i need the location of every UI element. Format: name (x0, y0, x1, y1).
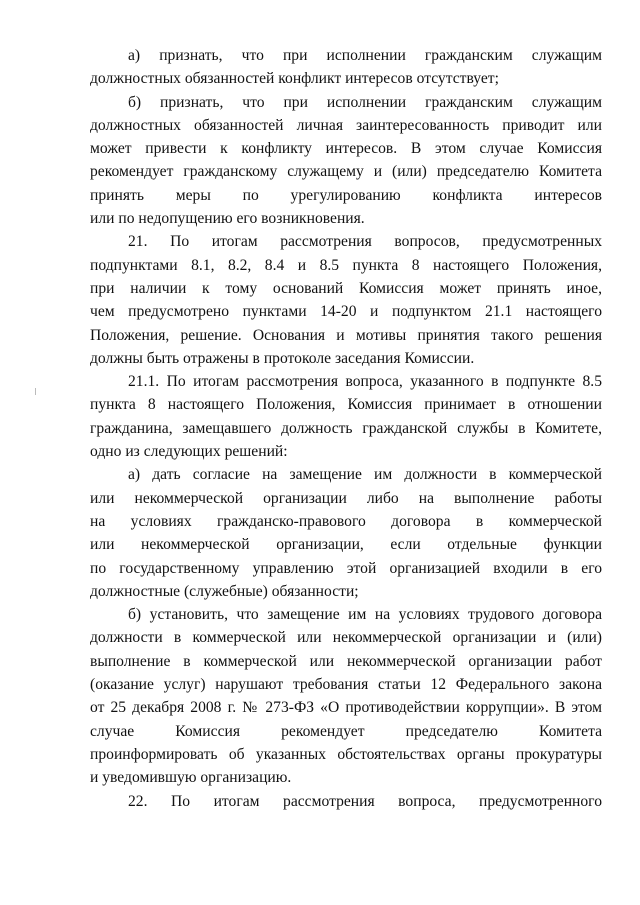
text-line: должностных обязанностей конфликт интересов отсутствует; (90, 70, 499, 88)
text-line: подпунктами 8.1, 8.2, 8.4 и 8.5 пункта 8 настоящего Положения, (90, 256, 602, 274)
text-line: или некоммерческой организации, если отдельные функции (90, 536, 602, 554)
scan-artifact (35, 388, 36, 395)
text-line: а) признать, что при исполнении гражданским служащим (128, 47, 602, 64)
text-line: может привести к конфликту интересов. В этом случае Комиссия (90, 140, 602, 158)
text-line: или по недопущению его возникновения. (90, 210, 365, 228)
text-line: или некоммерческой организации либо на выполнение работы (90, 489, 602, 507)
text-line: б) установить, что замещение им на условиях трудового договора (128, 606, 602, 624)
text-line: пункта 8 настоящего Положения, Комиссия принимает в отношении (90, 396, 602, 414)
text-line: и уведомившую организацию. (90, 769, 292, 787)
text-line: случае Комиссия рекомендует председателю Комитета (90, 722, 602, 740)
text-line: от 25 декабря 2008 г. № 273-ФЗ «О противодействии коррупции». В этом (90, 699, 602, 717)
text-line: 21. По итогам рассмотрения вопросов, предусмотренных (128, 233, 602, 251)
text-line: на условиях гражданско-правового договора в коммерческой (90, 512, 602, 530)
text-line: принять меры по урегулированию конфликта интересов (90, 186, 602, 204)
text-line: должны быть отражены в протоколе заседания Комиссии. (90, 349, 475, 367)
text-line: чем предусмотрено пунктами 14-20 и подпунктом 21.1 настоящего (90, 303, 602, 321)
text-line: Положения, решение. Основания и мотивы принятия такого решения (90, 326, 602, 344)
text-line: рекомендует гражданскому служащему и (или) председателю Комитета (90, 163, 602, 181)
text-line: должностные (служебные) обязанности; (90, 582, 359, 600)
text-line: одно из следующих решений: (90, 443, 288, 461)
text-line: проинформировать об указанных обстоятельствах органы прокуратуры (90, 745, 602, 763)
text-line: 21.1. По итогам рассмотрения вопроса, указанного в подпункте 8.5 (128, 373, 602, 391)
text-line: выполнение в коммерческой или некоммерческой организации работ (90, 652, 602, 670)
text-line: б) признать, что при исполнении гражданским служащим (128, 93, 602, 111)
text-line: гражданина, замещавшего должность гражданской службы в Комитете, (90, 419, 602, 437)
text-line: а) дать согласие на замещение им должности в коммерческой (128, 466, 602, 484)
text-line: при наличии к тому оснований Комиссия может принять иное, (90, 279, 602, 297)
text-line: должности в коммерческой или некоммерческой организации и (или) (90, 629, 602, 647)
text-line: должностных обязанностей личная заинтересованность приводит или (90, 116, 602, 134)
text-line: (оказание услуг) нарушают требования статьи 12 Федерального закона (90, 676, 602, 694)
document-body (90, 44, 602, 813)
text-line: 22. По итогам рассмотрения вопроса, предусмотренного (128, 792, 602, 810)
text-line: по государственному управлению этой организацией входили в его (90, 559, 602, 577)
